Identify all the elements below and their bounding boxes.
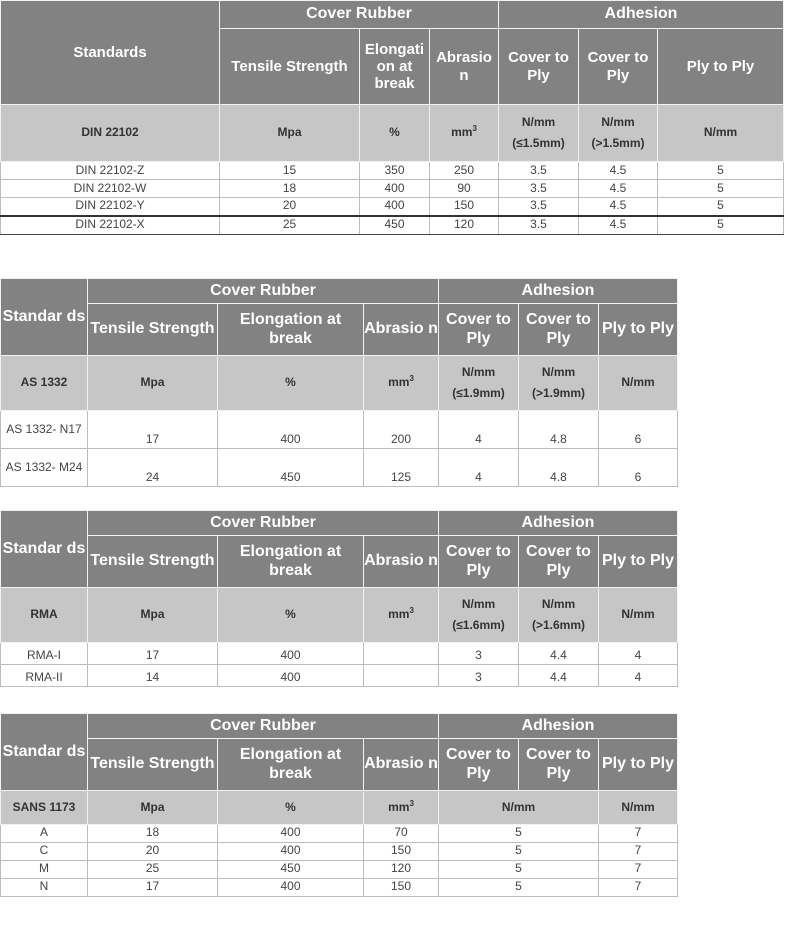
row-elongation: 400 (360, 198, 430, 216)
row-ply: 6 (599, 449, 678, 487)
table-row (1, 665, 678, 687)
table-row (1, 643, 678, 665)
abrasion-unit: $mm^3$ (430, 105, 499, 162)
row-abrasion: 90 (430, 180, 499, 198)
row-abrasion: 70 (364, 825, 439, 843)
row-abrasion: 250 (430, 162, 499, 180)
ply-unit: N/mm (599, 791, 678, 825)
row-adhesion: 5 (439, 843, 599, 861)
row-tensile: 20 (220, 198, 360, 216)
row-adhesion-1: 4 (439, 449, 519, 487)
row-name: RMA-II (1, 665, 88, 687)
table-row (1, 449, 678, 487)
ply-unit: N/mm (658, 105, 784, 162)
row-elongation: 450 (360, 216, 430, 235)
abrasion-unit: $mm^3$ (364, 356, 439, 411)
row-adhesion-1: 3.5 (499, 180, 579, 198)
adhesion-unit-1: N/mm (≤1.6mm) (439, 588, 519, 643)
row-name: DIN 22102-Y (1, 198, 220, 216)
ply-to-ply-header: Ply to Ply (599, 536, 678, 588)
adhesion-header: Adhesion (439, 511, 678, 536)
abrasion-header: Abrasio n (364, 304, 439, 356)
adhesion-unit-1: N/mm (≤1.5mm) (499, 105, 579, 162)
abrasion-unit: $mm^3$ (364, 588, 439, 643)
abrasion-header: Abrasio n (364, 536, 439, 588)
ply-to-ply-header: Ply to Ply (599, 304, 678, 356)
cover-to-ply-header-2: Cover to Ply (519, 739, 599, 791)
cover-to-ply-header-1: Cover to Ply (439, 536, 519, 588)
ply-to-ply-header: Ply to Ply (599, 739, 678, 791)
table-row (1, 861, 678, 879)
table-row (1, 198, 784, 216)
row-ply: 5 (658, 198, 784, 216)
ply-to-ply-header: Ply to Ply (658, 29, 784, 105)
row-adhesion: 5 (439, 861, 599, 879)
cover-to-ply-header-1: Cover to Ply (439, 304, 519, 356)
standards-header: Standar ds (1, 714, 88, 791)
row-elongation: 450 (218, 861, 364, 879)
cover-rubber-header: Cover Rubber (88, 511, 439, 536)
table-row (1, 180, 784, 198)
row-adhesion-1: 3.5 (499, 162, 579, 180)
sans-1173-table (0, 713, 678, 897)
cover-to-ply-header-1: Cover to Ply (499, 29, 579, 105)
elongation-header: Elongation at break (218, 304, 364, 356)
cover-to-ply-header-2: Cover to Ply (519, 304, 599, 356)
standard-label: RMA (1, 588, 88, 643)
row-abrasion: 150 (364, 879, 439, 897)
standards-header: Standar ds (1, 279, 88, 356)
row-name: M (1, 861, 88, 879)
row-adhesion-2: 4.5 (579, 180, 658, 198)
row-adhesion: 5 (439, 825, 599, 843)
adhesion-unit-1: N/mm (≤1.9mm) (439, 356, 519, 411)
tensile-unit: Mpa (88, 588, 218, 643)
row-ply: 5 (658, 216, 784, 235)
ply-unit: N/mm (599, 588, 678, 643)
row-ply: 7 (599, 825, 678, 843)
row-abrasion: 120 (364, 861, 439, 879)
row-adhesion-2: 4.5 (579, 162, 658, 180)
elongation-unit: % (218, 791, 364, 825)
row-ply: 7 (599, 861, 678, 879)
adhesion-unit-2: N/mm (>1.5mm) (579, 105, 658, 162)
standards-header: Standards (1, 1, 220, 105)
cover-to-ply-header-2: Cover to Ply (579, 29, 658, 105)
tensile-strength-header: Tensile Strength (220, 29, 360, 105)
row-tensile: 17 (88, 879, 218, 897)
row-tensile: 18 (220, 180, 360, 198)
elongation-header: Elongation at break (218, 536, 364, 588)
tensile-unit: Mpa (88, 356, 218, 411)
standard-label: AS 1332 (1, 356, 88, 411)
row-adhesion: 5 (439, 879, 599, 897)
abrasion-header: Abrasio n (430, 29, 499, 105)
row-elongation: 450 (218, 449, 364, 487)
row-tensile: 24 (88, 449, 218, 487)
adhesion-header: Adhesion (439, 714, 678, 739)
elongation-header: Elongation at break (218, 739, 364, 791)
row-adhesion-2: 4.5 (579, 198, 658, 216)
elongation-unit: % (218, 588, 364, 643)
row-adhesion-1: 3.5 (499, 198, 579, 216)
elongation-header: Elongati on at break (360, 29, 430, 105)
row-tensile: 20 (88, 843, 218, 861)
tensile-strength-header: Tensile Strength (88, 536, 218, 588)
row-elongation: 400 (218, 665, 364, 687)
cover-to-ply-header-1: Cover to Ply (439, 739, 519, 791)
row-name: A (1, 825, 88, 843)
row-adhesion-2: 4.4 (519, 665, 599, 687)
standard-label: SANS 1173 (1, 791, 88, 825)
abrasion-unit: $mm^3$ (364, 791, 439, 825)
cover-rubber-header: Cover Rubber (88, 279, 439, 304)
cover-rubber-header: Cover Rubber (88, 714, 439, 739)
row-abrasion: 120 (430, 216, 499, 235)
row-name: AS 1332- N17 (1, 411, 88, 449)
adhesion-unit: N/mm (439, 791, 599, 825)
row-adhesion-1: 3.5 (499, 216, 579, 235)
standard-label: DIN 22102 (1, 105, 220, 162)
row-ply: 7 (599, 879, 678, 897)
row-ply: 4 (599, 665, 678, 687)
row-ply: 5 (658, 162, 784, 180)
row-abrasion: 125 (364, 449, 439, 487)
row-adhesion-1: 3 (439, 643, 519, 665)
row-elongation: 400 (218, 825, 364, 843)
elongation-unit: % (218, 356, 364, 411)
adhesion-unit-2: N/mm (>1.9mm) (519, 356, 599, 411)
row-abrasion: 150 (430, 198, 499, 216)
elongation-unit: % (360, 105, 430, 162)
table-row (1, 879, 678, 897)
adhesion-header: Adhesion (439, 279, 678, 304)
tensile-unit: Mpa (220, 105, 360, 162)
rma-table (0, 510, 678, 687)
row-elongation: 400 (218, 843, 364, 861)
row-ply: 6 (599, 411, 678, 449)
row-tensile: 17 (88, 643, 218, 665)
row-adhesion-2: 4.4 (519, 643, 599, 665)
row-name: C (1, 843, 88, 861)
ply-unit: N/mm (599, 356, 678, 411)
adhesion-unit-2: N/mm (>1.6mm) (519, 588, 599, 643)
row-tensile: 15 (220, 162, 360, 180)
row-tensile: 14 (88, 665, 218, 687)
row-adhesion-1: 4 (439, 411, 519, 449)
row-name: RMA-I (1, 643, 88, 665)
table-row (1, 411, 678, 449)
row-ply: 7 (599, 843, 678, 861)
adhesion-header: Adhesion (499, 1, 784, 29)
tensile-unit: Mpa (88, 791, 218, 825)
row-adhesion-2: 4.8 (519, 411, 599, 449)
din-22102-table (0, 0, 784, 235)
row-name: DIN 22102-Z (1, 162, 220, 180)
as-1332-table (0, 278, 678, 487)
row-name: DIN 22102-W (1, 180, 220, 198)
row-abrasion (364, 643, 439, 665)
row-adhesion-2: 4.5 (579, 216, 658, 235)
row-name: N (1, 879, 88, 897)
row-name: DIN 22102-X (1, 216, 220, 235)
row-elongation: 350 (360, 162, 430, 180)
row-elongation: 400 (360, 180, 430, 198)
row-tensile: 18 (88, 825, 218, 843)
row-ply: 5 (658, 180, 784, 198)
tensile-strength-header: Tensile Strength (88, 739, 218, 791)
row-tensile: 25 (220, 216, 360, 235)
standards-header: Standar ds (1, 511, 88, 588)
row-adhesion-1: 3 (439, 665, 519, 687)
table-row (1, 825, 678, 843)
table-row (1, 216, 784, 235)
table-row (1, 162, 784, 180)
row-name: AS 1332- M24 (1, 449, 88, 487)
tensile-strength-header: Tensile Strength (88, 304, 218, 356)
row-tensile: 25 (88, 861, 218, 879)
row-abrasion (364, 665, 439, 687)
row-abrasion: 200 (364, 411, 439, 449)
cover-to-ply-header-2: Cover to Ply (519, 536, 599, 588)
abrasion-header: Abrasio n (364, 739, 439, 791)
cover-rubber-header: Cover Rubber (220, 1, 499, 29)
row-elongation: 400 (218, 879, 364, 897)
row-adhesion-2: 4.8 (519, 449, 599, 487)
row-tensile: 17 (88, 411, 218, 449)
row-abrasion: 150 (364, 843, 439, 861)
row-elongation: 400 (218, 411, 364, 449)
row-elongation: 400 (218, 643, 364, 665)
table-row (1, 843, 678, 861)
row-ply: 4 (599, 643, 678, 665)
